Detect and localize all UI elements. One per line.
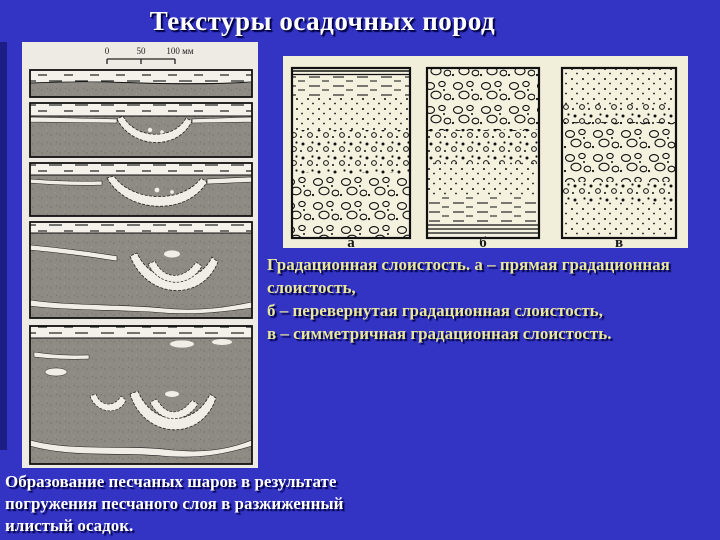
panel-label-v: в (614, 235, 624, 248)
cross-section-panel-2 (30, 103, 252, 157)
scale-tick-50: 50 (136, 46, 146, 56)
graded-bedding-caption (267, 253, 717, 345)
cross-section-panel-5 (30, 326, 252, 464)
sand-balls-diagram (22, 42, 258, 468)
left-edge-bar (0, 42, 7, 450)
cross-section-panel-3 (30, 163, 252, 216)
cross-section-panel-1 (30, 70, 252, 97)
graded-panel-v (562, 68, 676, 238)
panel-label-a: а (347, 235, 355, 248)
cross-section-panel-4 (30, 222, 252, 318)
caption-line: б – перевернутая градационная слоистость, (267, 301, 603, 320)
caption-line: илистый осадок. (5, 516, 134, 535)
graded-panel-a (292, 68, 410, 238)
scale-bar (105, 46, 194, 64)
panel-label-b: б (479, 235, 487, 248)
right-figure-photo (283, 56, 688, 248)
left-figure-photo (22, 42, 258, 468)
graded-panel-b (427, 68, 539, 238)
caption-line: слоистость, (267, 278, 356, 297)
caption-line: Образование песчаных шаров в результате (5, 472, 337, 491)
graded-bedding-diagram (283, 56, 688, 248)
slide-title: Текстуры осадочных пород (149, 6, 496, 36)
scale-tick-100mm: 100 мм (166, 46, 194, 56)
sand-balls-caption (5, 471, 405, 537)
scale-tick-0: 0 (104, 46, 110, 56)
caption-line: погружения песчаного слоя в разжиженный (5, 494, 344, 513)
caption-line: в – симметричная градационная слоистость. (267, 324, 612, 343)
caption-line: Градационная слоистость. а – прямая градационная (267, 255, 670, 274)
